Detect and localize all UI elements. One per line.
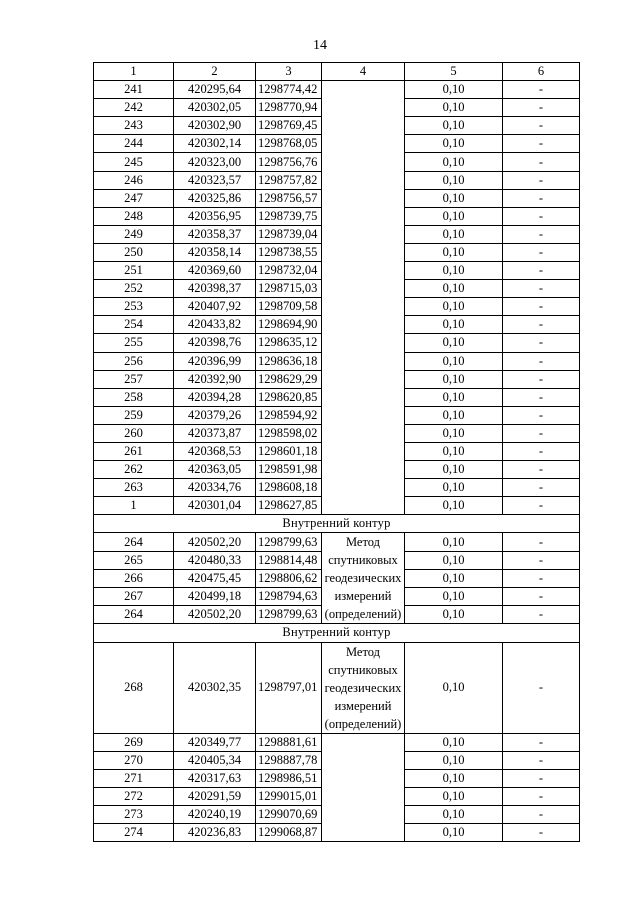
coord-y: 1298598,02 bbox=[256, 424, 322, 442]
accuracy-value: 0,10 bbox=[405, 769, 503, 787]
col6-value: - bbox=[503, 733, 580, 751]
point-number: 243 bbox=[94, 117, 174, 135]
col6-value: - bbox=[503, 588, 580, 606]
col6-value: - bbox=[503, 280, 580, 298]
header-col-1: 1 bbox=[94, 63, 174, 81]
method-line: геодезических bbox=[324, 571, 402, 586]
coord-y: 1298594,92 bbox=[256, 406, 322, 424]
point-number: 264 bbox=[94, 606, 174, 624]
accuracy-value: 0,10 bbox=[405, 569, 503, 587]
coord-x: 420358,14 bbox=[174, 243, 256, 261]
point-number: 257 bbox=[94, 370, 174, 388]
coord-x: 420302,14 bbox=[174, 135, 256, 153]
accuracy-value: 0,10 bbox=[405, 751, 503, 769]
accuracy-value: 0,10 bbox=[405, 479, 503, 497]
method-line: измерений bbox=[334, 698, 392, 713]
coord-x: 420396,99 bbox=[174, 352, 256, 370]
point-number: 249 bbox=[94, 225, 174, 243]
accuracy-value: 0,10 bbox=[405, 81, 503, 99]
col6-value: - bbox=[503, 606, 580, 624]
col6-value: - bbox=[503, 171, 580, 189]
method-line: геодезических bbox=[324, 680, 402, 695]
coord-x: 420394,28 bbox=[174, 388, 256, 406]
col6-value: - bbox=[503, 642, 580, 733]
col6-value: - bbox=[503, 117, 580, 135]
accuracy-value: 0,10 bbox=[405, 588, 503, 606]
coord-y: 1298770,94 bbox=[256, 99, 322, 117]
coord-x: 420295,64 bbox=[174, 81, 256, 99]
coord-y: 1298756,57 bbox=[256, 189, 322, 207]
coord-y: 1298887,78 bbox=[256, 751, 322, 769]
accuracy-value: 0,10 bbox=[405, 824, 503, 842]
col6-value: - bbox=[503, 551, 580, 569]
coord-y: 1298794,63 bbox=[256, 588, 322, 606]
point-number: 272 bbox=[94, 787, 174, 805]
coord-y: 1298797,01 bbox=[256, 642, 322, 733]
col6-value: - bbox=[503, 751, 580, 769]
accuracy-value: 0,10 bbox=[405, 533, 503, 551]
point-number: 268 bbox=[94, 642, 174, 733]
col6-value: - bbox=[503, 225, 580, 243]
col6-value: - bbox=[503, 461, 580, 479]
coord-x: 420398,37 bbox=[174, 280, 256, 298]
coord-y: 1298715,03 bbox=[256, 280, 322, 298]
coord-x: 420502,20 bbox=[174, 606, 256, 624]
table-row bbox=[94, 81, 580, 99]
coord-y: 1298768,05 bbox=[256, 135, 322, 153]
col6-value: - bbox=[503, 824, 580, 842]
point-number: 259 bbox=[94, 406, 174, 424]
col6-value: - bbox=[503, 479, 580, 497]
coord-x: 420356,95 bbox=[174, 207, 256, 225]
accuracy-value: 0,10 bbox=[405, 370, 503, 388]
accuracy-value: 0,10 bbox=[405, 442, 503, 460]
coord-y: 1298799,63 bbox=[256, 533, 322, 551]
coord-y: 1298739,75 bbox=[256, 207, 322, 225]
point-number: 265 bbox=[94, 551, 174, 569]
col6-value: - bbox=[503, 81, 580, 99]
accuracy-value: 0,10 bbox=[405, 135, 503, 153]
table-row bbox=[94, 642, 580, 733]
coord-y: 1298732,04 bbox=[256, 262, 322, 280]
coord-x: 420363,05 bbox=[174, 461, 256, 479]
col6-value: - bbox=[503, 99, 580, 117]
coord-y: 1299015,01 bbox=[256, 787, 322, 805]
accuracy-value: 0,10 bbox=[405, 316, 503, 334]
point-number: 274 bbox=[94, 824, 174, 842]
coord-y: 1298629,29 bbox=[256, 370, 322, 388]
section-title: Внутренний контур bbox=[94, 624, 580, 642]
coord-x: 420407,92 bbox=[174, 298, 256, 316]
coord-y: 1298620,85 bbox=[256, 388, 322, 406]
method-cell bbox=[322, 642, 405, 733]
point-number: 263 bbox=[94, 479, 174, 497]
accuracy-value: 0,10 bbox=[405, 225, 503, 243]
coord-x: 420368,53 bbox=[174, 442, 256, 460]
coord-x: 420373,87 bbox=[174, 424, 256, 442]
method-cell-empty bbox=[322, 733, 405, 842]
coord-y: 1298627,85 bbox=[256, 497, 322, 515]
col6-value: - bbox=[503, 769, 580, 787]
accuracy-value: 0,10 bbox=[405, 733, 503, 751]
col6-value: - bbox=[503, 805, 580, 823]
accuracy-value: 0,10 bbox=[405, 388, 503, 406]
coord-y: 1298769,45 bbox=[256, 117, 322, 135]
coord-x: 420433,82 bbox=[174, 316, 256, 334]
coord-y: 1299070,69 bbox=[256, 805, 322, 823]
coord-y: 1298986,51 bbox=[256, 769, 322, 787]
coord-y: 1298756,76 bbox=[256, 153, 322, 171]
accuracy-value: 0,10 bbox=[405, 262, 503, 280]
accuracy-value: 0,10 bbox=[405, 787, 503, 805]
col6-value: - bbox=[503, 352, 580, 370]
point-number: 248 bbox=[94, 207, 174, 225]
coordinates-table bbox=[93, 62, 580, 842]
point-number: 269 bbox=[94, 733, 174, 751]
accuracy-value: 0,10 bbox=[405, 99, 503, 117]
table-row bbox=[94, 533, 580, 551]
point-number: 242 bbox=[94, 99, 174, 117]
accuracy-value: 0,10 bbox=[405, 280, 503, 298]
accuracy-value: 0,10 bbox=[405, 117, 503, 135]
coord-x: 420499,18 bbox=[174, 588, 256, 606]
point-number: 252 bbox=[94, 280, 174, 298]
col6-value: - bbox=[503, 153, 580, 171]
col6-value: - bbox=[503, 207, 580, 225]
coord-y: 1298814,48 bbox=[256, 551, 322, 569]
point-number: 261 bbox=[94, 442, 174, 460]
accuracy-value: 0,10 bbox=[405, 352, 503, 370]
point-number: 271 bbox=[94, 769, 174, 787]
table-row bbox=[94, 733, 580, 751]
point-number: 256 bbox=[94, 352, 174, 370]
coord-x: 420302,35 bbox=[174, 642, 256, 733]
coord-y: 1298774,42 bbox=[256, 81, 322, 99]
coord-x: 420317,63 bbox=[174, 769, 256, 787]
col6-value: - bbox=[503, 298, 580, 316]
point-number: 270 bbox=[94, 751, 174, 769]
header-col-4: 4 bbox=[322, 63, 405, 81]
coord-y: 1299068,87 bbox=[256, 824, 322, 842]
accuracy-value: 0,10 bbox=[405, 497, 503, 515]
coord-x: 420302,90 bbox=[174, 117, 256, 135]
method-cell bbox=[322, 81, 405, 515]
point-number: 254 bbox=[94, 316, 174, 334]
accuracy-value: 0,10 bbox=[405, 551, 503, 569]
accuracy-value: 0,10 bbox=[405, 207, 503, 225]
col6-value: - bbox=[503, 533, 580, 551]
col6-value: - bbox=[503, 316, 580, 334]
col6-value: - bbox=[503, 370, 580, 388]
method-line: (определений) bbox=[324, 607, 402, 622]
header-col-3: 3 bbox=[256, 63, 322, 81]
accuracy-value: 0,10 bbox=[405, 243, 503, 261]
coord-y: 1298738,55 bbox=[256, 243, 322, 261]
accuracy-value: 0,10 bbox=[405, 189, 503, 207]
method-line: (определений) bbox=[324, 716, 402, 731]
col6-value: - bbox=[503, 243, 580, 261]
accuracy-value: 0,10 bbox=[405, 153, 503, 171]
coord-y: 1298694,90 bbox=[256, 316, 322, 334]
coordinates-table-body bbox=[94, 63, 580, 842]
coord-y: 1298591,98 bbox=[256, 461, 322, 479]
point-number: 245 bbox=[94, 153, 174, 171]
accuracy-value: 0,10 bbox=[405, 461, 503, 479]
accuracy-value: 0,10 bbox=[405, 406, 503, 424]
col6-value: - bbox=[503, 388, 580, 406]
col6-value: - bbox=[503, 569, 580, 587]
coord-x: 420323,00 bbox=[174, 153, 256, 171]
method-line: спутниковых bbox=[328, 662, 398, 677]
coord-y: 1298757,82 bbox=[256, 171, 322, 189]
point-number: 251 bbox=[94, 262, 174, 280]
coord-y: 1298709,58 bbox=[256, 298, 322, 316]
coord-x: 420379,26 bbox=[174, 406, 256, 424]
point-number: 260 bbox=[94, 424, 174, 442]
accuracy-value: 0,10 bbox=[405, 171, 503, 189]
coord-x: 420349,77 bbox=[174, 733, 256, 751]
coord-x: 420240,19 bbox=[174, 805, 256, 823]
point-number: 253 bbox=[94, 298, 174, 316]
method-cell bbox=[322, 533, 405, 624]
header-row bbox=[94, 63, 580, 81]
coord-y: 1298739,04 bbox=[256, 225, 322, 243]
point-number: 266 bbox=[94, 569, 174, 587]
coord-x: 420475,45 bbox=[174, 569, 256, 587]
accuracy-value: 0,10 bbox=[405, 642, 503, 733]
col6-value: - bbox=[503, 262, 580, 280]
section-title: Внутренний контур bbox=[94, 515, 580, 533]
coord-y: 1298635,12 bbox=[256, 334, 322, 352]
point-number: 273 bbox=[94, 805, 174, 823]
coord-x: 420502,20 bbox=[174, 533, 256, 551]
coord-x: 420480,33 bbox=[174, 551, 256, 569]
col6-value: - bbox=[503, 189, 580, 207]
col6-value: - bbox=[503, 424, 580, 442]
coord-x: 420323,57 bbox=[174, 171, 256, 189]
point-number: 244 bbox=[94, 135, 174, 153]
coord-x: 420405,34 bbox=[174, 751, 256, 769]
coord-y: 1298799,63 bbox=[256, 606, 322, 624]
page-number: 14 bbox=[313, 38, 327, 53]
header-col-5: 5 bbox=[405, 63, 503, 81]
point-number: 258 bbox=[94, 388, 174, 406]
accuracy-value: 0,10 bbox=[405, 805, 503, 823]
section-row bbox=[94, 515, 580, 533]
coord-y: 1298601,18 bbox=[256, 442, 322, 460]
header-col-6: 6 bbox=[503, 63, 580, 81]
accuracy-value: 0,10 bbox=[405, 298, 503, 316]
coord-x: 420358,37 bbox=[174, 225, 256, 243]
header-col-2: 2 bbox=[174, 63, 256, 81]
coord-x: 420392,90 bbox=[174, 370, 256, 388]
accuracy-value: 0,10 bbox=[405, 606, 503, 624]
point-number: 264 bbox=[94, 533, 174, 551]
point-number: 247 bbox=[94, 189, 174, 207]
col6-value: - bbox=[503, 334, 580, 352]
col6-value: - bbox=[503, 497, 580, 515]
coord-x: 420301,04 bbox=[174, 497, 256, 515]
coord-y: 1298608,18 bbox=[256, 479, 322, 497]
point-number: 262 bbox=[94, 461, 174, 479]
section-row bbox=[94, 624, 580, 642]
coord-x: 420236,83 bbox=[174, 824, 256, 842]
point-number: 241 bbox=[94, 81, 174, 99]
col6-value: - bbox=[503, 406, 580, 424]
coord-x: 420334,76 bbox=[174, 479, 256, 497]
accuracy-value: 0,10 bbox=[405, 424, 503, 442]
coord-x: 420398,76 bbox=[174, 334, 256, 352]
point-number: 246 bbox=[94, 171, 174, 189]
accuracy-value: 0,10 bbox=[405, 334, 503, 352]
point-number: 250 bbox=[94, 243, 174, 261]
point-number: 1 bbox=[94, 497, 174, 515]
coord-x: 420291,59 bbox=[174, 787, 256, 805]
coord-x: 420325,86 bbox=[174, 189, 256, 207]
coord-x: 420369,60 bbox=[174, 262, 256, 280]
method-line: измерений bbox=[334, 589, 392, 604]
col6-value: - bbox=[503, 442, 580, 460]
coord-y: 1298881,61 bbox=[256, 733, 322, 751]
method-line: Метод bbox=[345, 644, 381, 659]
col6-value: - bbox=[503, 787, 580, 805]
point-number: 255 bbox=[94, 334, 174, 352]
coord-x: 420302,05 bbox=[174, 99, 256, 117]
col6-value: - bbox=[503, 135, 580, 153]
point-number: 267 bbox=[94, 588, 174, 606]
method-line: спутниковых bbox=[328, 553, 398, 568]
coord-y: 1298806,62 bbox=[256, 569, 322, 587]
coord-y: 1298636,18 bbox=[256, 352, 322, 370]
method-line: Метод bbox=[345, 535, 381, 550]
